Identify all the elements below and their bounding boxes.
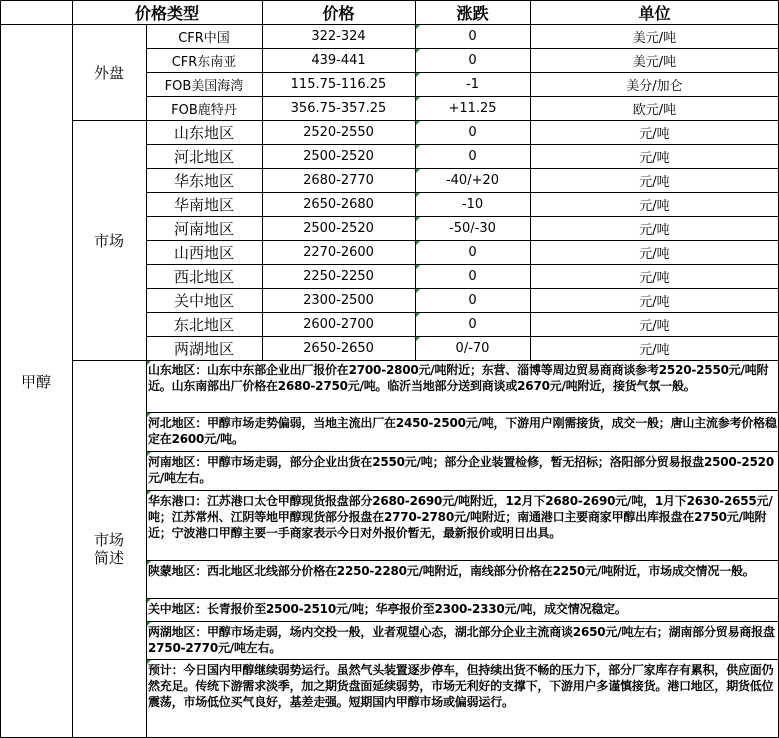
note-hubei-hunan: 两湖地区：甲醇市场走弱，场内交投一般，业者观望心态，湖北部分企业主流商谈2650元/吨左右；湖南部分贸易商报盘2750-2770元/吨左右。: [148, 625, 775, 655]
note-shaanxi-inner-mongolia: 陕蒙地区：西北地区北线部分价格在2250-2280元/吨附近，南线部分价格在2250元/吨附近，市场成交情况一般。: [148, 564, 755, 578]
note-henan: 河南地区：甲醇市场走弱，部分企业出货在2550元/吨；部分企业装置检修，暂无招标；洛阳部分贸易报盘2500-2520元/吨左右。: [148, 455, 774, 485]
note-forecast: 预计：今日国内甲醇继续弱势运行。虽然气头装置逐步停车，但持续出货不畅的压力下，部分厂家库存有累积，供应面仍然充足。传统下游需求淡季，加之期货盘面延续弱势，市场无利好的支撑下，下游用户多谨慎接货。港口地区，期货低位震荡，市场低位买气良好，基差走强。短期国内甲醇市场或偏弱运行。: [148, 663, 774, 709]
outer-row-change: 0: [468, 52, 477, 68]
cell-marker: [416, 289, 420, 293]
outer-row-price: 322-324: [311, 28, 366, 44]
outer-row-name: FOB美国海湾: [164, 78, 244, 94]
market-row-unit: 元/吨: [639, 270, 670, 286]
market-row-name: 东北地区: [173, 315, 234, 334]
cell-marker: [416, 73, 420, 77]
cell-marker: [416, 49, 420, 53]
market-row-price: 2650-2680: [303, 196, 374, 212]
market-row-name: 西北地区: [173, 267, 234, 286]
group-summary-label: [72, 360, 146, 738]
group-outer-label: 外盘: [93, 63, 124, 82]
outer-row-change: 0: [468, 28, 477, 44]
cell-marker: [416, 193, 420, 197]
market-row-price: 2500-2520: [303, 148, 374, 164]
market-row-change: 0: [468, 268, 477, 284]
market-row-change: -50/-30: [449, 220, 496, 236]
market-row-change: -10: [461, 196, 484, 212]
cell-marker: [416, 313, 420, 317]
market-row-name: 河南地区: [173, 219, 234, 238]
cell-marker: [416, 121, 420, 125]
note-guanzhong: 关中地区：长青报价至2500-2510元/吨；华亭报价至2300-2330元/吨，成交情况稳定。: [148, 602, 627, 616]
market-row-price: 2270-2600: [303, 244, 374, 260]
product-label: 甲醇: [20, 372, 51, 391]
market-row-change: 0: [468, 316, 477, 332]
market-row-unit: 元/吨: [639, 246, 670, 262]
outer-row-unit: 美元/吨: [632, 30, 677, 46]
market-row-price: 2680-2770: [303, 172, 374, 188]
outer-row-name: CFR中国: [178, 30, 230, 46]
market-row-name: 华东地区: [173, 171, 234, 190]
market-row-name: 山西地区: [173, 243, 234, 262]
outer-row-change: +11.25: [448, 100, 497, 116]
note-east-china-port: 华东港口：江苏港口太仓甲醇现货报盘部分2680-2690元/吨附近，12月下2680-2690元/吨，1月下2630-2655元/吨；江苏常州、江阴等地甲醇现货部分报盘在2770-2780元/吨附近；南通港口主要商家甲醇出库报盘在2750元/吨附近；宁波港口甲醇主要一手商家表示今日对外报价暂无，最新报价或明日出具。: [148, 494, 773, 540]
cell-marker: [416, 337, 420, 341]
header-price: 价格: [322, 3, 355, 23]
market-row-change: 0: [468, 124, 477, 140]
market-row-unit: 元/吨: [639, 174, 670, 190]
outer-row-unit: 欧元/吨: [632, 102, 677, 118]
market-row-unit: 元/吨: [639, 342, 670, 358]
market-row-price: 2500-2520: [303, 220, 374, 236]
market-row-price: 2300-2500: [303, 292, 374, 308]
summary-label-line2: 简述: [93, 549, 124, 567]
market-row-unit: 元/吨: [639, 222, 670, 238]
outer-row-price: 356.75-357.25: [290, 100, 387, 116]
market-row-name: 两湖地区: [173, 339, 234, 358]
cell-marker: [416, 145, 420, 149]
market-row-name: 关中地区: [173, 291, 234, 310]
cell-marker: [416, 169, 420, 173]
cell-marker: [416, 265, 420, 269]
market-row-price: 2250-2250: [303, 268, 374, 284]
market-row-price: 2520-2550: [303, 124, 374, 140]
market-row-change: 0/-70: [455, 340, 490, 356]
outer-row-name: CFR东南亚: [171, 54, 237, 70]
market-row-price: 2600-2700: [303, 316, 374, 332]
cell-marker: [416, 25, 420, 29]
market-row-unit: 元/吨: [639, 294, 670, 310]
header-price-type: 价格类型: [134, 3, 199, 23]
market-row-change: 0: [468, 244, 477, 260]
header-change: 涨跌: [456, 3, 489, 23]
summary-label-line1: 市场: [93, 531, 124, 549]
cell-marker: [416, 97, 420, 101]
outer-row-unit: 美元/吨: [632, 54, 677, 70]
outer-row-change: -1: [466, 76, 479, 92]
note-shandong: 山东地区：山东中东部企业出厂报价在2700-2800元/吨附近；东营、淄博等周边贸易商商谈参考2520-2550元/吨附近。山东南部出厂价格在2680-2750元/吨。临沂当地部分送到商谈或2670元/吨附近，接货气氛一般。: [148, 363, 769, 393]
outer-row-price: 115.75-116.25: [290, 76, 387, 92]
market-row-name: 河北地区: [173, 147, 234, 166]
note-hebei: 河北地区：甲醇市场走势偏弱，当地主流出厂在2450-2500元/吨，下游用户刚需接货，成交一般；唐山主流参考价格稳定在2600元/吨。: [148, 416, 777, 446]
market-row-name: 山东地区: [173, 123, 234, 142]
cell-marker: [416, 217, 420, 221]
market-row-change: 0: [468, 292, 477, 308]
market-row-unit: 元/吨: [639, 198, 670, 214]
outer-row-name: FOB鹿特丹: [171, 102, 237, 118]
cell-marker: [416, 241, 420, 245]
market-row-unit: 元/吨: [639, 126, 670, 142]
market-row-price: 2650-2650: [303, 340, 374, 356]
market-row-name: 华南地区: [173, 195, 234, 214]
market-row-unit: 元/吨: [639, 318, 670, 334]
group-market-label: 市场: [93, 231, 124, 250]
outer-row-price: 439-441: [311, 52, 366, 68]
market-row-unit: 元/吨: [639, 150, 670, 166]
header-unit: 单位: [638, 3, 671, 23]
outer-row-unit: 美分/加仑: [626, 78, 683, 94]
market-row-change: 0: [468, 148, 477, 164]
market-row-change: -40/+20: [445, 172, 500, 188]
